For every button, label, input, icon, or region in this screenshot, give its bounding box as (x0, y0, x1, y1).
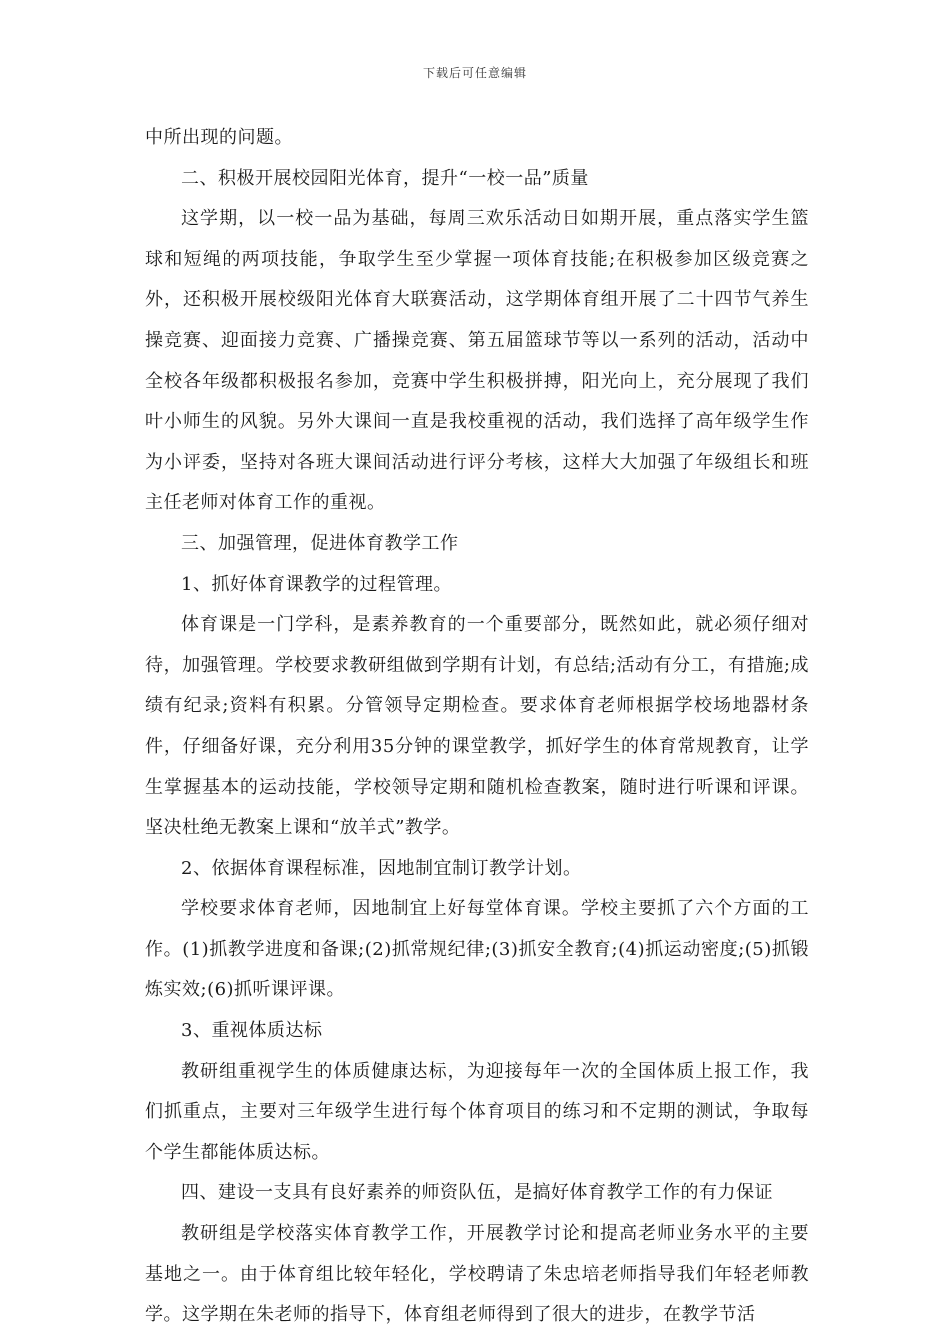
paragraph: 学校要求体育老师，因地制宜上好每堂体育课。学校主要抓了六个方面的工作。(1)抓教学进度和备课;(2)抓常规纪律;(3)抓安全教育;(4)抓运动密度;(5)抓锻炼实效;(6)抓听课评课。 (145, 898, 809, 1001)
document-body (145, 118, 809, 1336)
page-header: 下载后可任意编辑 (422, 66, 527, 80)
paragraph: 体育课是一门学科，是素养教育的一个重要部分，既然如此，就必须仔细对待，加强管理。学校要求教研组做到学期有计划，有总结;活动有分工，有措施;成绩有纪录;资料有积累。分管领导定期检查。要求体育老师根据学校场地器材条件，仔细备好课，充分利用35分钟的课堂教学，抓好学生的体育常规教育，让学生掌握基本的运动技能，学校领导定期和随机检查教案，随时进行听课和评课。坚决杜绝无教案上课和“放羊式”教学。 (145, 614, 809, 839)
paragraph: 中所出现的问题。 (145, 127, 293, 148)
section-heading: 四、建设一支具有良好素养的师资队伍，是搞好体育教学工作的有力保证 (181, 1182, 773, 1204)
subsection-heading: 1、抓好体育课教学的过程管理。 (181, 573, 452, 595)
section-heading: 二、积极开展校园阳光体育，提升“一校一品”质量 (181, 167, 589, 189)
paragraph: 教研组是学校落实体育教学工作，开展教学讨论和提高老师业务水平的主要基地之一。由于体育组比较年轻化，学校聘请了朱忠培老师指导我们年轻老师教学。这学期在朱老师的指导下，体育组老师得到了很大的进步，在教学节活 (145, 1223, 809, 1326)
paragraph: 这学期，以一校一品为基础，每周三欢乐活动日如期开展，重点落实学生篮球和短绳的两项技能，争取学生至少掌握一项体育技能;在积极参加区级竞赛之外，还积极开展校级阳光体育大联赛活动，这学期体育组开展了二十四节气养生操竞赛、迎面接力竞赛、广播操竞赛、第五届篮球节等以一系列的活动，活动中全校各年级都积极报名参加，竞赛中学生积极拼搏，阳光向上，充分展现了我们叶小师生的风貌。另外大课间一直是我校重视的活动，我们选择了高年级学生作为小评委，坚持对各班大课间活动进行评分考核，这样大大加强了年级组长和班主任老师对体育工作的重视。 (145, 208, 809, 514)
paragraph: 教研组重视学生的体质健康达标，为迎接每年一次的全国体质上报工作，我们抓重点，主要对三年级学生进行每个体育项目的练习和不定期的测试，争取每个学生都能体质达标。 (145, 1060, 809, 1163)
section-heading: 三、加强管理，促进体育教学工作 (181, 532, 459, 554)
subsection-heading: 3、重视体质达标 (181, 1020, 323, 1042)
subsection-heading: 2、依据体育课程标准，因地制宜制订教学计划。 (181, 857, 582, 879)
